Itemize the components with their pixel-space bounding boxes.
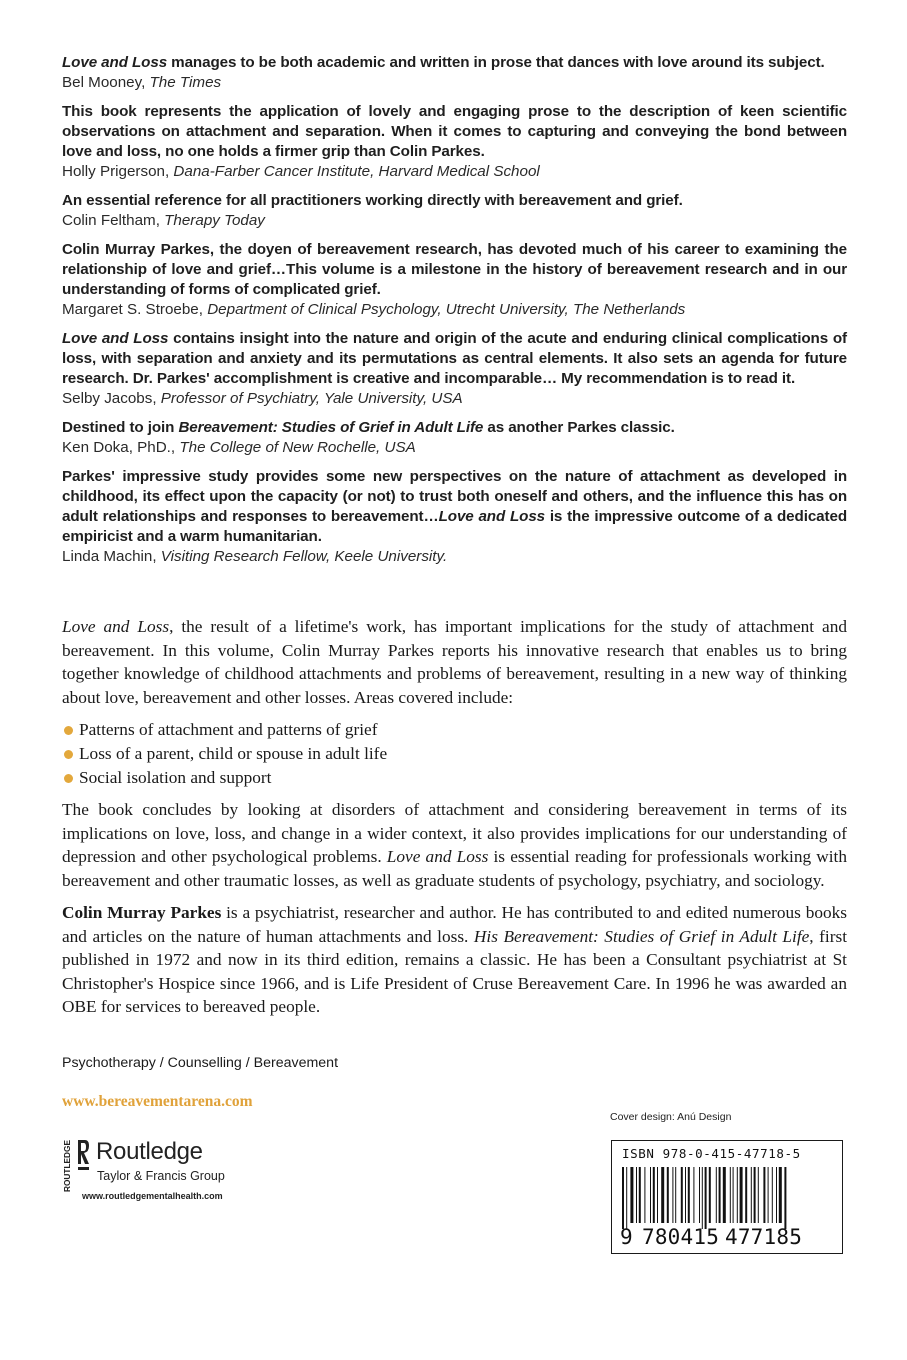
cover-credit: Cover design: Anú Design	[610, 1111, 732, 1123]
list-item	[62, 742, 847, 766]
endorsement-body: Colin Murray Parkes, the doyen of bereavement research, has devoted much of his career to examining the relationship of love and grief…This volume is a milestone in the history of bereavement research and in our understanding of forms of complicated grief.	[62, 241, 847, 298]
barcode-bar	[702, 1167, 703, 1229]
endorsement-text	[62, 102, 847, 162]
author-bio	[62, 901, 847, 1019]
bullet-icon	[64, 750, 73, 759]
description-paragraph	[62, 798, 847, 892]
endorsement-text	[62, 53, 847, 73]
endorsement	[62, 418, 847, 458]
barcode-bar	[693, 1167, 694, 1223]
list-item-text: Patterns of attachment and patterns of grief	[79, 720, 378, 739]
publisher-name: Routledge	[96, 1138, 203, 1165]
isbn-first-digit: 9	[620, 1225, 633, 1249]
barcode-bar	[754, 1167, 756, 1223]
paragraph-text: , the result of a lifetime's work, has important implications for the study of attachment and bereavement. In this volume, Colin Murray Parkes reports his innovative research that enables us to bring together knowledge of childhood attachments and problems of bereavement, resulting in a new way of thinking about love, bereavement and other losses. Areas covered include:	[62, 617, 847, 707]
barcode-bars	[622, 1167, 834, 1229]
endorsement-body: as another Parkes classic.	[483, 419, 675, 436]
endorsement-affiliation: Therapy Today	[164, 212, 265, 229]
barcode-bar	[644, 1167, 645, 1223]
bullet-icon	[64, 726, 73, 735]
endorsement-source	[62, 300, 847, 320]
barcode-bar	[716, 1167, 717, 1223]
endorsement-author: Holly Prigerson,	[62, 163, 174, 180]
barcode-bar	[699, 1167, 700, 1223]
endorsement-source	[62, 547, 847, 567]
book-title-italic: Love and Loss	[386, 847, 489, 866]
book-title-italic: Bereavement: Studies of Grief in Adult Life	[178, 419, 484, 436]
publisher-group: Taylor & Francis Group	[97, 1169, 225, 1183]
endorsement-body: contains insight into the nature and origin of the acute and enduring clinical complications of loss, with separation and anxiety and its permutations as central elements. It also sets an agenda for future research. Dr. Parkes' accomplishment is creative and incomparable… My recommendation is to read it.	[62, 330, 847, 387]
svg-text:ROUTLEDGE: ROUTLEDGE	[63, 1140, 72, 1192]
endorsement-text	[62, 240, 847, 300]
list-item	[62, 766, 847, 790]
bullet-icon	[64, 774, 73, 783]
barcode-bar	[719, 1167, 721, 1223]
list-item-text: Loss of a parent, child or spouse in adult life	[79, 744, 388, 763]
endorsement-source	[62, 211, 847, 231]
endorsement-author: Bel Mooney,	[62, 74, 150, 91]
author-name: Colin Murray Parkes	[62, 903, 222, 922]
barcode-bar	[653, 1167, 655, 1223]
endorsement-source	[62, 438, 847, 458]
endorsement-source	[62, 389, 847, 409]
barcode-bar	[733, 1167, 734, 1223]
barcode-bar	[650, 1167, 651, 1223]
book-description	[62, 615, 847, 1028]
endorsement	[62, 102, 847, 182]
book-title-italic: Love and Loss	[438, 508, 546, 525]
book-title-italic: Love and Loss	[62, 54, 168, 71]
barcode-bar	[740, 1167, 743, 1223]
list-item-text: Social isolation and support	[79, 768, 272, 787]
barcode-bar	[772, 1167, 773, 1223]
barcode-bar	[681, 1167, 683, 1223]
endorsement-author: Linda Machin,	[62, 548, 161, 565]
barcode-bar	[639, 1167, 641, 1223]
endorsement-affiliation: Visiting Research Fellow, Keele University.	[160, 548, 448, 565]
list-item	[62, 718, 847, 742]
endorsement-text	[62, 467, 847, 547]
publisher-logo	[58, 1136, 318, 1216]
endorsement-text	[62, 191, 847, 211]
publisher-url[interactable]: www.routledgementalhealth.com	[82, 1191, 223, 1201]
barcode-bar	[730, 1167, 731, 1223]
endorsement-body: An essential reference for all practitioners working directly with bereavement and grief.	[62, 192, 683, 209]
website-link[interactable]: www.bereavementarena.com	[62, 1093, 253, 1110]
endorsement-body: Destined to join	[62, 419, 179, 436]
endorsement-author: Margaret S. Stroebe,	[62, 301, 208, 318]
paragraph-text: is essential reading for professionals working with bereavement and other traumatic losses, as well as graduate students of psychology, psychiatry, and sociology.	[62, 847, 847, 890]
routledge-mark-icon	[76, 1138, 90, 1178]
barcode-bar	[723, 1167, 726, 1223]
isbn-barcode	[611, 1140, 843, 1254]
barcode-bar	[636, 1167, 637, 1223]
endorsement	[62, 240, 847, 320]
barcode-bar	[672, 1167, 673, 1223]
barcode-bar	[784, 1167, 786, 1229]
endorsement-affiliation: Department of Clinical Psychology, Utrecht University, The Netherlands	[207, 301, 686, 318]
isbn-group-right: 477185	[725, 1225, 803, 1249]
endorsement-body: Parkes' impressive study provides some new perspectives on the nature of attachment as developed in childhood, its effect upon the capacity (or not) to trust both oneself and others, and the influence this has on adult relationships and responses to bereavement…	[62, 468, 847, 525]
barcode-bar	[705, 1167, 707, 1229]
barcode-bar	[737, 1167, 738, 1223]
endorsement-affiliation: The Times	[149, 74, 222, 91]
endorsement	[62, 329, 847, 409]
endorsement-author: Selby Jacobs,	[62, 390, 161, 407]
endorsement	[62, 53, 847, 93]
barcode-bar	[688, 1167, 690, 1223]
endorsement-affiliation: The College of New Rochelle, USA	[179, 439, 416, 456]
barcode-bar	[661, 1167, 664, 1223]
barcode-bar	[709, 1167, 711, 1223]
barcode-bar	[745, 1167, 747, 1223]
endorsement-author: Ken Doka, PhD.,	[62, 439, 180, 456]
topics-list	[62, 718, 847, 790]
barcode-bar	[685, 1167, 686, 1223]
barcode-bar	[751, 1167, 752, 1223]
subject-categories: Psychotherapy / Counselling / Bereavement	[62, 1055, 339, 1071]
barcode-bar	[675, 1167, 676, 1223]
endorsement-body: is the impressive outcome of a dedicated empiricist and a warm humanitarian.	[62, 508, 847, 545]
isbn-group-left: 780415	[642, 1225, 720, 1249]
barcode-bar	[779, 1167, 782, 1223]
endorsement-affiliation: Professor of Psychiatry, Yale University, USA	[160, 390, 463, 407]
barcode-bar	[667, 1167, 669, 1223]
barcode-bar	[776, 1167, 777, 1223]
paragraph-text: The book concludes by looking at disorders of attachment and considering bereavement in terms of its implications on love, loss, and change in a wider context, it also provides implications for our understanding of depression and other psychological problems.	[62, 800, 847, 866]
book-title-italic: His Bereavement: Studies of Grief in Adult Life	[473, 926, 810, 946]
endorsement-body: manages to be both academic and written in prose that dances with love around its subject.	[167, 54, 825, 71]
publisher-vertical-wordmark	[60, 1140, 72, 1192]
barcode-bar	[758, 1167, 759, 1223]
endorsement-affiliation: Dana-Farber Cancer Institute, Harvard Medical School	[173, 163, 540, 180]
barcode-bar	[630, 1167, 633, 1223]
book-title-italic: Love and Loss	[62, 617, 170, 636]
barcode-bar	[768, 1167, 769, 1223]
endorsement-text	[62, 329, 847, 389]
endorsements	[62, 53, 847, 576]
description-paragraph	[62, 615, 847, 709]
paragraph-text: is a psychiatrist, researcher and author. He has contributed to and edited numerous books and articles on the nature of human attachments and loss.	[62, 903, 847, 946]
endorsement-text	[62, 418, 847, 438]
book-title-italic: Love and Loss	[62, 330, 169, 347]
paragraph-text: , first published in 1972 and now in its third edition, remains a classic. He has been a Consultant psychiatrist at St Christopher's Hospice since 1966, and is Life President of Cruse Bereavement Care. In 1996 he was awarded an OBE for services to bereaved people.	[62, 926, 847, 1016]
endorsement-source	[62, 73, 847, 93]
endorsement	[62, 467, 847, 567]
endorsement-author: Colin Feltham,	[62, 212, 165, 229]
endorsement-source	[62, 162, 847, 182]
endorsement	[62, 191, 847, 231]
barcode-bar	[763, 1167, 765, 1223]
isbn-label: ISBN 978-0-415-47718-5	[622, 1146, 801, 1161]
barcode-bar	[657, 1167, 658, 1223]
barcode-bar	[622, 1167, 624, 1229]
barcode-bar	[626, 1167, 627, 1229]
endorsement-body: This book represents the application of lovely and engaging prose to the description of keen scientific observations on attachment and separation. When it comes to capturing and conveying the bond between love and loss, no one holds a firmer grip than Colin Parkes.	[62, 103, 847, 160]
